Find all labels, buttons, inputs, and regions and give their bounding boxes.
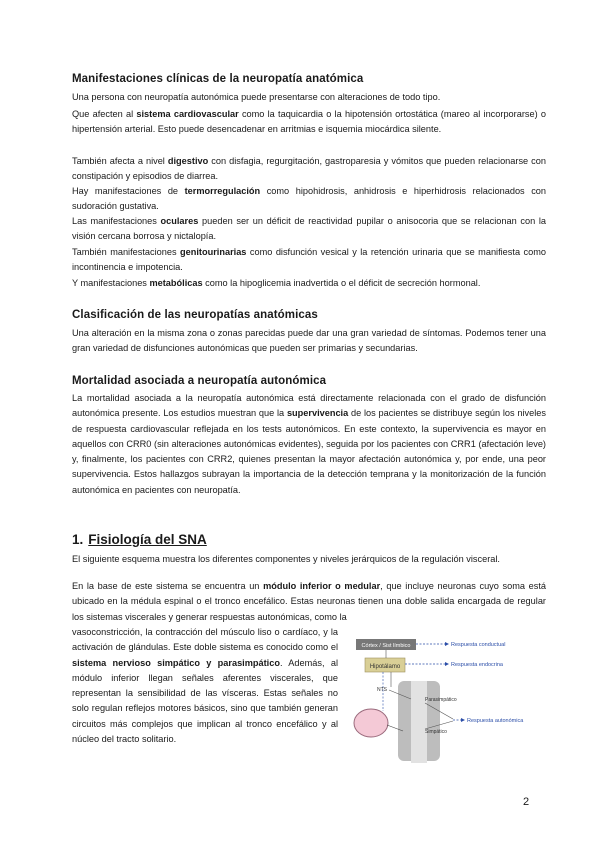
paragraph-modulo-inferior: En la base de este sistema se encuentra un módulo inferior o medular, que incluye neuronas cuyo soma está ubicado en la médula espinal o el tronco encefálico. Estas neuronas tienen una doble salida encargada de regular los sistemas viscerales y generar respuestas autonómicas, como la [72,581,546,622]
paragraph-clasificacion: Una alteración en la misma zona o zonas parecidas puede dar una gran variedad de síntomas. Podemos tener una gran variedad de disfunciones autonómicas que pueden ser primarias y secundarias. [72,328,546,354]
label-conductual: Respuesta conductual [451,642,506,648]
paragraph-digestivo: También afecta a nivel digestivo con disfagia, regurgitación, gastroparesia y vómitos que pueden relacionarse con constipación y episodios de diarrea. [72,156,546,182]
paragraph-metabolicas: Y manifestaciones metabólicas como la hipoglicemia inadvertida o el déficit de secreción hormonal. [72,278,481,288]
page-number: 2 [523,796,530,808]
paragraph-genitourinarias: También manifestaciones genitourinarias como disfunción vesical y la retención urinaria que se manifiesta como incontinencia e impotencia. [72,247,546,273]
spinal-cord-center [411,681,427,763]
label-simpatico: Simpático [425,729,447,735]
section-heading-text: Fisiología del SNA [88,532,207,547]
section-title-clasificacion: Clasificación de las neuropatías anatómicas [72,309,318,321]
section-heading-fisiologia [72,532,207,547]
label-endocrina: Respuesta endocrina [451,662,503,668]
label-parasimpatico: Parasimpático [425,697,457,703]
cortex-label: Córtex / Sist límbico [361,643,411,649]
paragraph-intro: Una persona con neuropatía autonómica puede presentarse con alteraciones de todo tipo. [72,92,441,102]
paragraph-fisiologia-intro: El siguiente esquema muestra los diferentes componentes y niveles jerárquicos de la regulación visceral. [72,554,500,564]
label-nts: NTS [377,687,387,693]
section-title-manifestaciones: Manifestaciones clínicas de la neuropatía anatómica [72,73,364,85]
section-number: 1. [72,532,84,547]
visceral-organ-oval [354,709,388,737]
paragraph-cardiovascular: Que afecten al sistema cardiovascular como la taquicardia o la hipotensión ortostática (mareo al incorporarse) o hipertensión arterial. Esto puede desencadenar en arritmias e isquemia miocárdica silente. [72,109,547,135]
sna-diagram [353,633,546,763]
paragraph-sistema-nervioso: vasoconstricción, la contracción del músculo liso o cardíaco, y la activación de glándulas. Este doble sistema es conocido como el sistema nervioso simpático y parasimpático. Además, al módulo inferior llegan señales aferentes viscerales, que representan la sensibilidad de las vísceras. Estas señales no solo regulan reflejos motores básicos, sino que también generan circuitos más complejos que implican al tronco encefálico y al núcleo del tracto solitario. [72,627,339,745]
label-autonomica: Respuesta autonómica [467,718,524,724]
hipotalamo-label: Hipotálamo [369,664,401,670]
section-title-mortalidad: Mortalidad asociada a neuropatía autonómica [72,375,327,387]
paragraph-oculares: Las manifestaciones oculares pueden ser un déficit de reactividad pupilar o anisocoria que se relacionan con la visión cercana borrosa y nictalopía. [72,216,546,242]
paragraph-mortalidad: La mortalidad asociada a la neuropatía autonómica está directamente relacionada con el grado de disfunción autonómica presente. Los estudios muestran que la supervivencia de los pacientes se distribuye según los niveles de respuesta cardiovascular reflejada en los tests autonómicos. En este contexto, la supervivencia es mayor en aquellos con CRR0 (sin alteraciones autonómicas evidentes), seguida por los pacientes con CRR1 (afectación leve) y, finalmente, los pacientes con CRR2, quienes presentan la mayor afectación autonómica y, por ende, una peor supervivencia. Estos hallazgos subrayan la importancia de la detección temprana y la monitorización de la función autonómica en pacientes con neuropatía. [72,393,546,495]
paragraph-termorregulacion: Hay manifestaciones de termorregulación como hipohidrosis, anhidrosis e hiperhidrosis relacionados con sudoración gustativa. [72,186,547,212]
